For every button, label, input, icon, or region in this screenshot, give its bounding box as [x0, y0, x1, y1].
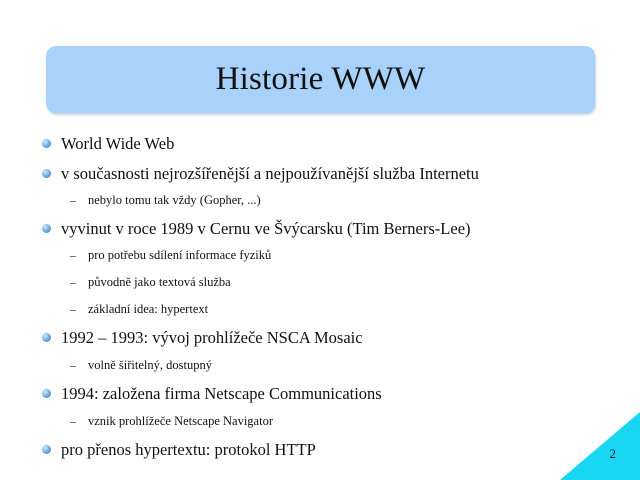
bullet-text: World Wide Web — [61, 134, 175, 153]
dash-icon: – — [70, 414, 76, 428]
sub-bullet-text: nebylo tomu tak vždy (Gopher, ...) — [88, 193, 261, 207]
bullet-text: vyvinut v roce 1989 v Cernu ve Švýcarsku (Tim Berners-Lee) — [61, 219, 471, 238]
corner-decoration — [560, 412, 640, 480]
bullet-dot-icon — [42, 139, 51, 148]
bullet-dot-icon — [42, 169, 51, 178]
bullet-text: v současnosti nejrozšířenější a nejpoužívanější služba Internetu — [61, 164, 479, 183]
bullet-dot-icon — [42, 389, 51, 398]
bullet-text: 1992 – 1993: vývoj prohlížeče NSCA Mosaic — [61, 328, 363, 347]
sub-bullet-text: pro potřebu sdílení informace fyziků — [88, 248, 272, 262]
bullet-dot-icon — [42, 333, 51, 342]
dash-icon: – — [70, 275, 76, 289]
dash-icon: – — [70, 302, 76, 316]
dash-icon: – — [70, 358, 76, 372]
bullet-text: pro přenos hypertextu: protokol HTTP — [61, 440, 316, 459]
sub-bullet-text: základní idea: hypertext — [88, 302, 209, 316]
bullet-text: 1994: založena firma Netscape Communications — [61, 384, 382, 403]
dash-icon: – — [70, 193, 76, 207]
sub-bullet-text: vznik prohlížeče Netscape Navigator — [88, 414, 273, 428]
sub-bullet-text: původně jako textová služba — [88, 275, 231, 289]
slide-title: Historie WWW — [215, 61, 426, 97]
page-number: 2 — [609, 446, 616, 461]
bullet-dot-icon — [42, 445, 51, 454]
dash-icon: – — [70, 248, 76, 262]
bullet-dot-icon — [42, 224, 51, 233]
sub-bullet-text: volně šiřitelný, dostupný — [88, 358, 212, 372]
